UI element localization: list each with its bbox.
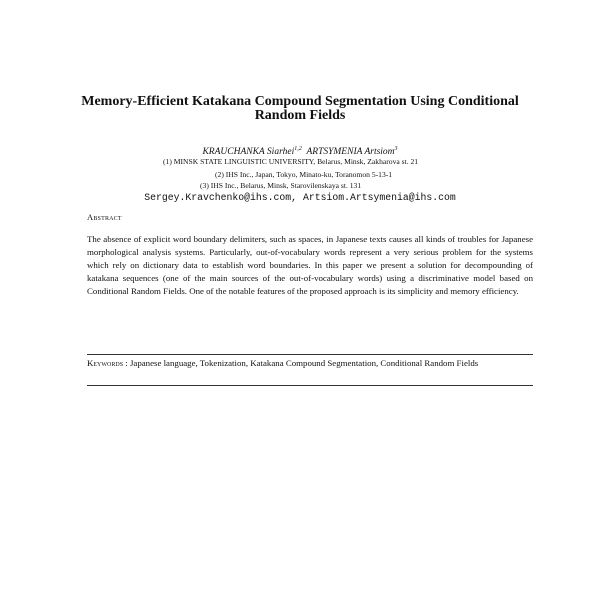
author-line: [100, 143, 500, 158]
abstract-heading: Abstract: [87, 212, 122, 222]
author-1-affiliation-marker: 1,2: [294, 146, 302, 152]
affiliation-1: (1) MINSK STATE LINGUISTIC UNIVERSITY, Belarus, Minsk, Zakharova st. 21: [163, 157, 419, 166]
author-emails: Sergey.Kravchenko@ihs.com, Artsiom.Artsymenia@ihs.com: [144, 192, 456, 203]
keywords-block: [87, 357, 533, 370]
author-2-affiliation-marker: 3: [394, 146, 398, 152]
keywords-bottom-rule: [87, 385, 533, 386]
keywords-separator: :: [123, 358, 130, 368]
author-1-name: KRAUCHANKA Siarhei: [202, 147, 295, 158]
affiliation-2: (2) IHS Inc., Japan, Tokyo, Minato-ku, Toranomon 5-13-1: [215, 170, 393, 179]
affiliation-3: (3) IHS Inc., Belarus, Minsk, Starovilenskaya st. 131: [200, 181, 362, 190]
abstract-text: The absence of explicit word boundary delimiters, such as spaces, in Japanese texts causes all kinds of troubles for Japanese morphological analysis systems. Particularly, out-of-vocabulary words represent a very serious problem for the systems which rely on dictionary data to establish word boundaries. In this paper we present a solution for decompounding of katakana sequences (one of the main sources of the out-of-vocabulary words) using a discriminative model based on Conditional Random Fields. One of the notable features of the proposed approach is its simplicity and memory efficiency.: [87, 234, 533, 297]
keywords-top-rule: [87, 354, 533, 355]
paper-title: Memory-Efficient Katakana Compound Segmentation Using Conditional Random Fields: [81, 94, 519, 123]
author-2-name: ARTSYMENIA Artsiom: [306, 147, 395, 158]
keywords-text: Japanese language, Tokenization, Katakana Compound Segmentation, Conditional Random Fields: [129, 358, 479, 368]
keywords-label: Keywords: [87, 358, 124, 368]
